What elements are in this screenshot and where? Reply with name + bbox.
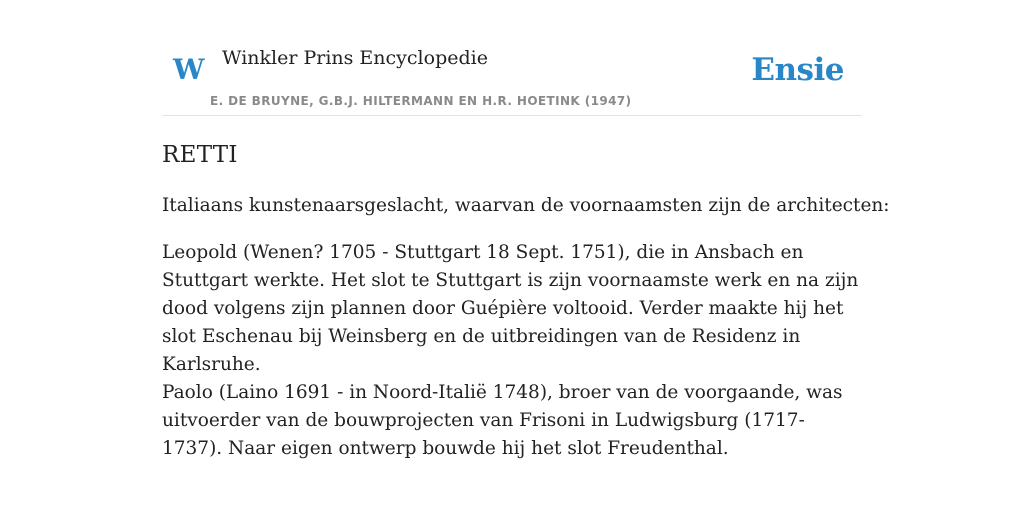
winkler-prins-logo[interactable]: W (173, 53, 205, 86)
ensie-logo[interactable]: Ensie (751, 52, 844, 88)
source-title[interactable]: Winkler Prins Encyclopedie (222, 47, 488, 69)
content-container (162, 0, 890, 459)
entry-intro: Italiaans kunstenaarsgeslacht, waarvan de voornaamsten zijn de architecten: (162, 195, 890, 216)
source-authors: E. DE BRUYNE, G.B.J. HILTERMANN EN H.R. HOETINK (1947) (210, 94, 632, 108)
entry-paragraph-leopold: Leopold (Wenen? 1705 - Stuttgart 18 Sept. 1751), die in Ansbach en Stuttgart werkte. Het slot te Stuttgart is zijn voornaamste werk en na zijn dood volgens zijn plannen door Guépière voltooid. Verder maakte hij het slot Eschenau bij Weinsberg en de uitbreidingen van de Residenz in Karlsruhe. (162, 242, 859, 375)
entry-paragraph-paolo: Paolo (Laino 1691 - in Noord-Italië 1748), broer van de voorgaande, was uitvoerder van de bouwprojecten van Frisoni in Ludwigsburg (1717-1737). Naar eigen ontwerp bouwde hij het slot Freudenthal. (162, 382, 843, 459)
entry-title: RETTI (162, 142, 238, 168)
source-header (162, 0, 862, 116)
